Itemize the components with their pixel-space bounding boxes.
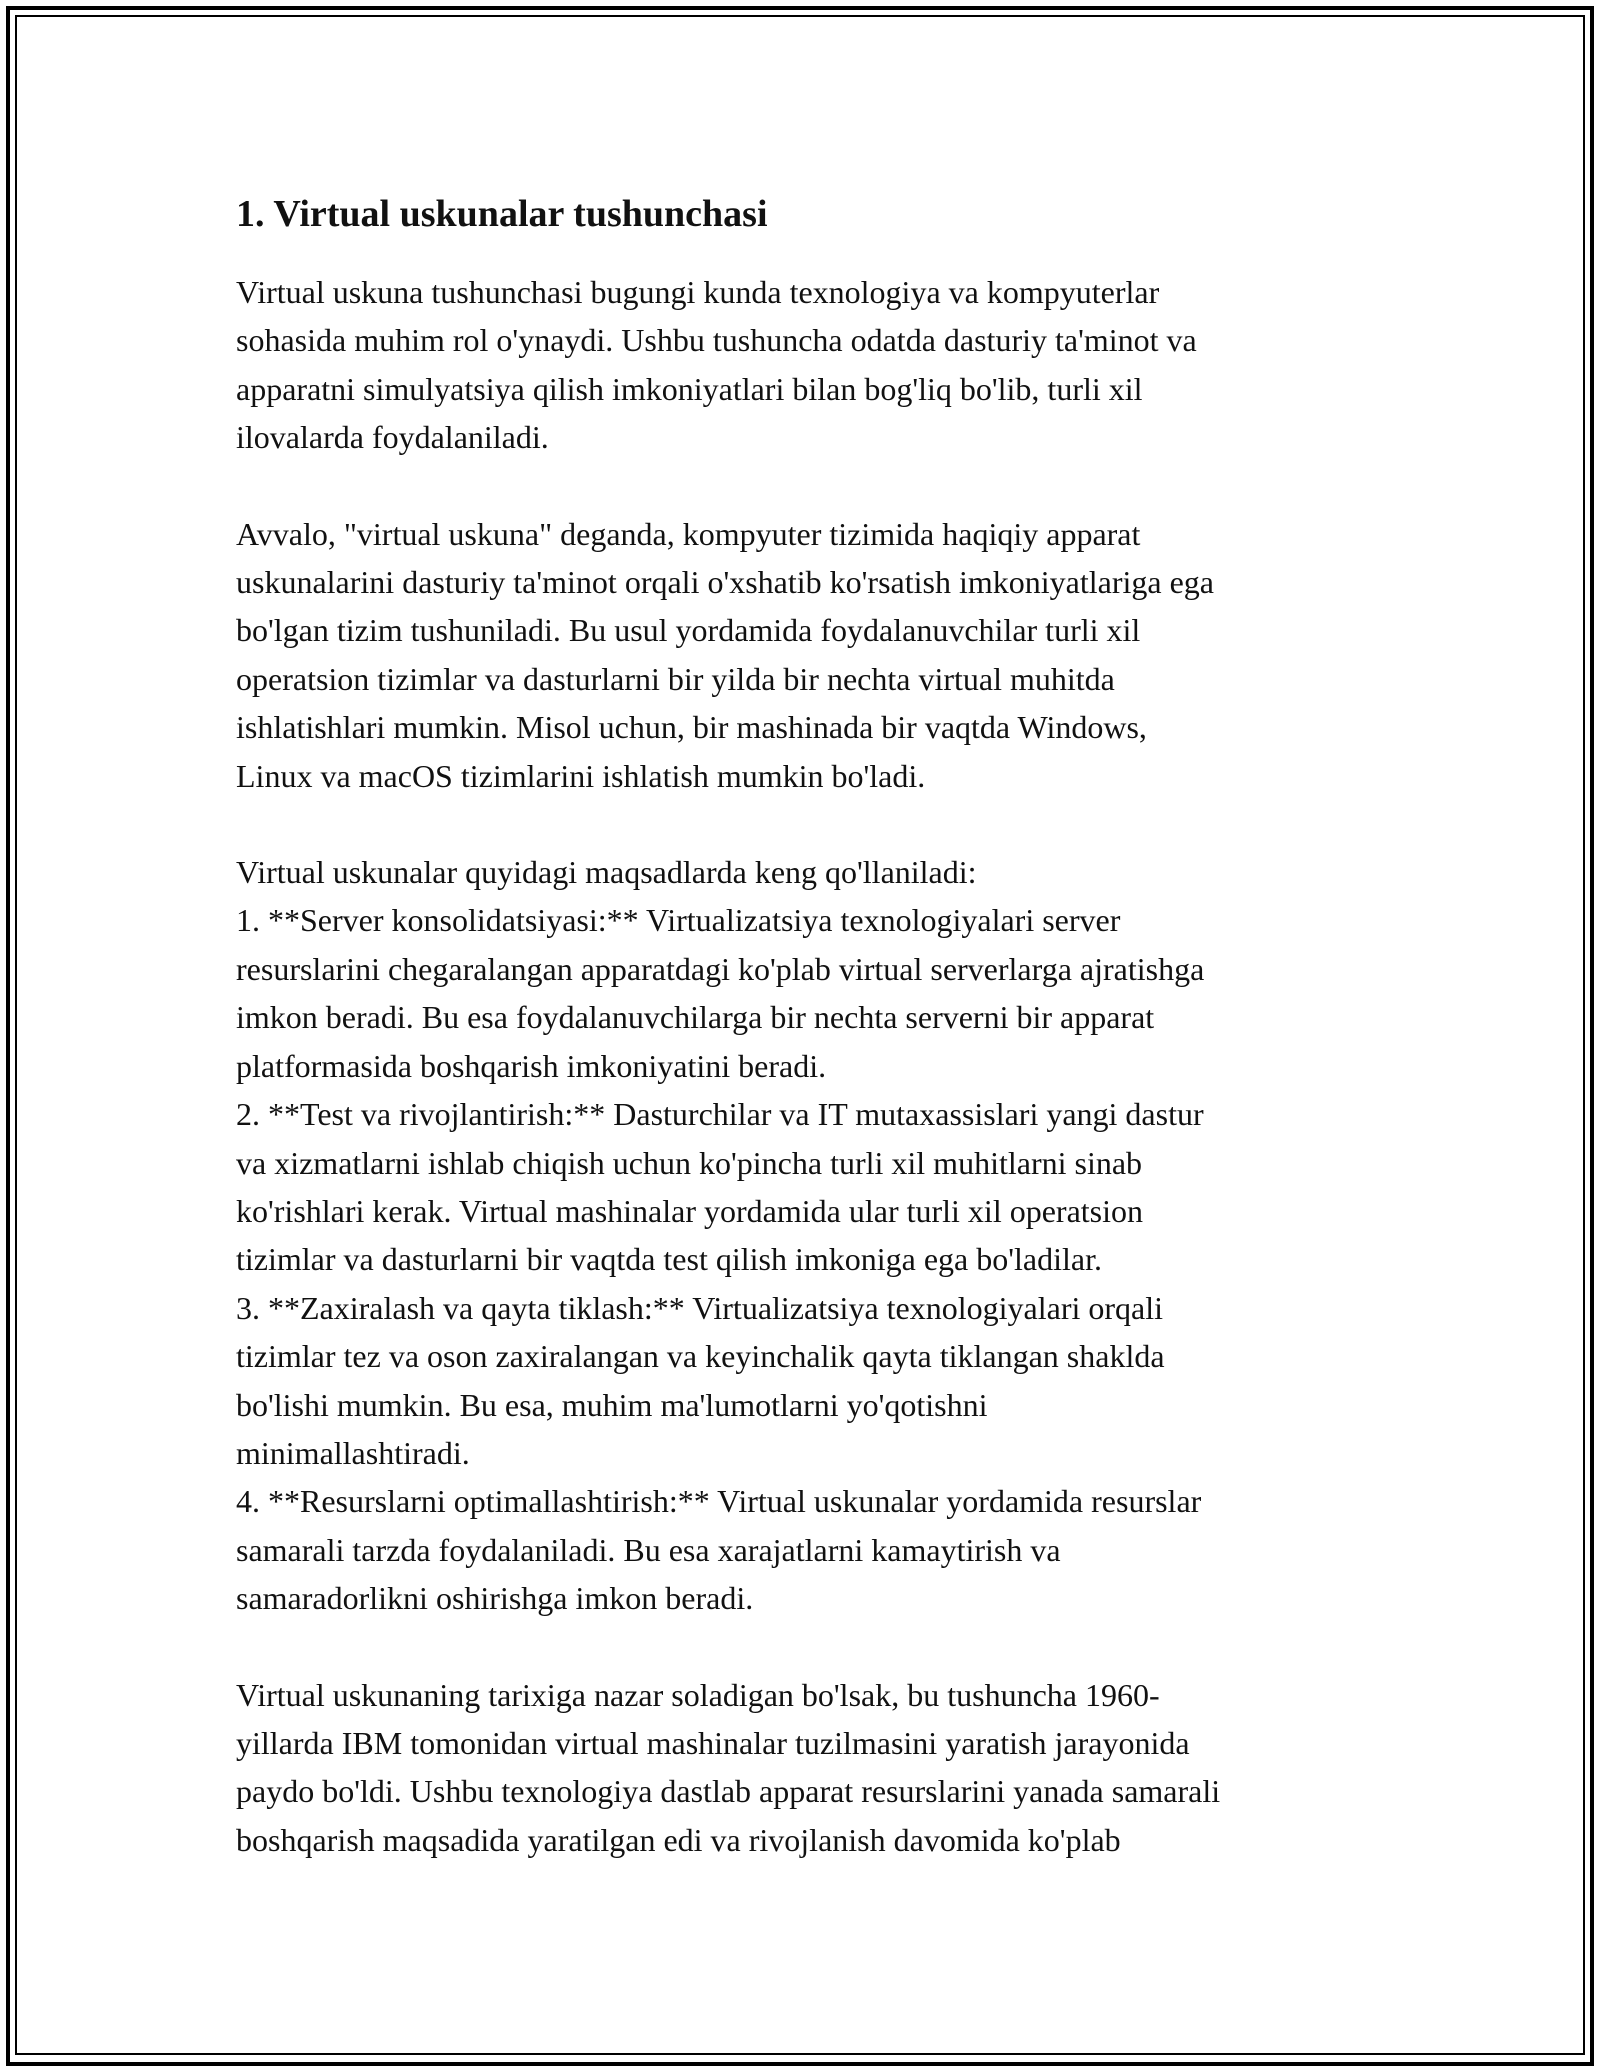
- list-item-line: minimallashtiradi.: [236, 1434, 470, 1471]
- text-line: ishlatishlari mumkin. Misol uchun, bir mashinada bir vaqtda Windows,: [236, 709, 1147, 746]
- text-line: Linux va macOS tizimlarini ishlatish mumkin bo'ladi.: [236, 757, 926, 794]
- list-item-line: platformasida boshqarish imkoniyatini beradi.: [236, 1047, 827, 1084]
- section-heading: 1. Virtual uskunalar tushunchasi: [236, 193, 768, 235]
- paragraph-history: [236, 1671, 1386, 1865]
- text-line: paydo bo'ldi. Ushbu texnologiya dastlab apparat resurslarini yanada samarali: [236, 1773, 1221, 1810]
- text-line: uskunalarini dasturiy ta'minot orqali o'xshatib ko'rsatish imkoniyatlariga ega: [236, 564, 1214, 601]
- text-line: ilovalarda foydalaniladi.: [236, 419, 549, 456]
- list-item-line: tizimlar tez va oson zaxiralangan va keyinchalik qayta tiklangan shaklda: [236, 1338, 1165, 1375]
- text-line: Virtual uskuna tushunchasi bugungi kunda texnologiya va kompyuterlar: [236, 274, 1160, 310]
- document-body: [236, 188, 1386, 1912]
- text-line: yillarda IBM tomonidan virtual mashinalar tuzilmasini yaratish jarayonida: [236, 1724, 1190, 1761]
- list-item-line: tizimlar va dasturlarni bir vaqtda test qilish imkoniga ega bo'ladilar.: [236, 1241, 1102, 1278]
- text-line: bo'lgan tizim tushuniladi. Bu usul yordamida foydalanuvchilar turli xil: [236, 612, 1141, 649]
- text-line: boshqarish maqsadida yaratilgan edi va rivojlanish davomida ko'plab: [236, 1821, 1121, 1858]
- list-item-line: samaradorlikni oshirishga imkon beradi.: [236, 1580, 754, 1617]
- list-item-line: 3. **Zaxiralash va qayta tiklash:** Virtualizatsiya texnologiyalari orqali: [236, 1289, 1163, 1326]
- list-item-line: ko'rishlari kerak. Virtual mashinalar yordamida ular turli xil operatsion: [236, 1192, 1143, 1229]
- list-item-line: resurslarini chegaralangan apparatdagi ko'plab virtual serverlarga ajratishga: [236, 950, 1205, 987]
- list-item-line: samarali tarzda foydalaniladi. Bu esa xarajatlarni kamaytirish va: [236, 1531, 1061, 1568]
- paragraph-intro: [236, 268, 1386, 462]
- text-line: sohasida muhim rol o'ynaydi. Ushbu tushuncha odatda dasturiy ta'minot va: [236, 322, 1197, 359]
- list-item-line: 1. **Server konsolidatsiyasi:** Virtualizatsiya texnologiyalari server: [236, 902, 1121, 939]
- text-line: Avvalo, "virtual uskuna" deganda, kompyuter tizimida haqiqiy apparat: [236, 515, 1141, 552]
- text-line: apparatni simulyatsiya qilish imkoniyatlari bilan bog'liq bo'lib, turli xil: [236, 370, 1143, 407]
- paragraph-use-cases: [236, 848, 1386, 1623]
- list-item-line: bo'lishi mumkin. Bu esa, muhim ma'lumotlarni yo'qotishni: [236, 1386, 988, 1423]
- text-line: Virtual uskunaning tarixiga nazar soladigan bo'lsak, bu tushuncha 1960-: [236, 1676, 1160, 1713]
- list-item-line: imkon beradi. Bu esa foydalanuvchilarga bir nechta serverni bir apparat: [236, 999, 1155, 1036]
- text-line: operatsion tizimlar va dasturlarni bir yilda bir nechta virtual muhitda: [236, 660, 1115, 697]
- list-item-line: 4. **Resurslarni optimallashtirish:** Virtual uskunalar yordamida resurslar: [236, 1483, 1202, 1520]
- paragraph-definition: [236, 510, 1386, 800]
- list-item-line: va xizmatlarni ishlab chiqish uchun ko'pincha turli xil muhitlarni sinab: [236, 1144, 1143, 1181]
- text-line: Virtual uskunalar quyidagi maqsadlarda keng qo'llaniladi:: [236, 854, 977, 891]
- list-item-line: 2. **Test va rivojlantirish:** Dasturchilar va IT mutaxassislari yangi dastur: [236, 1096, 1204, 1133]
